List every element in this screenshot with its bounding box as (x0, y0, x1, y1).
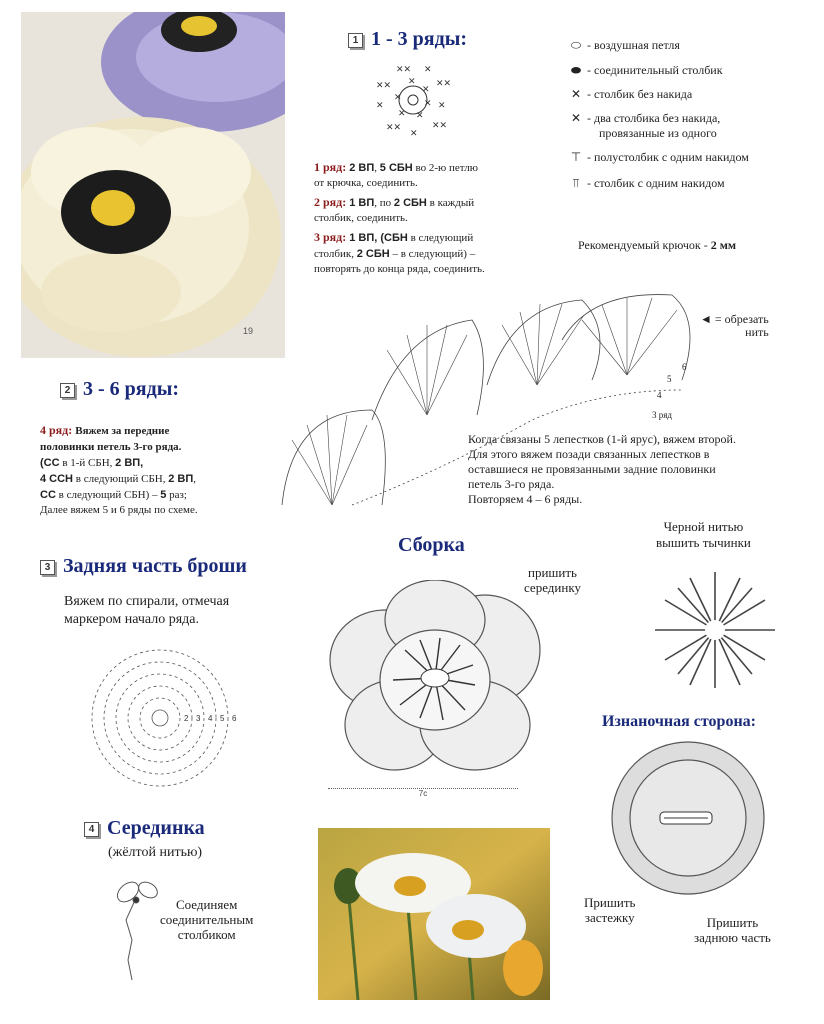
oval-icon: ⬭ (570, 38, 582, 52)
legend-dc-text: - столбик с одним накидом (587, 176, 725, 190)
size-label: 7c (418, 789, 428, 798)
section1-heading (348, 28, 467, 51)
crochet-pansy-photo (21, 12, 285, 358)
chart-row3-label: 3 ряд (652, 410, 672, 420)
row4-l1c: 2 ВП, (115, 457, 144, 469)
join-line3: столбиком (177, 927, 236, 942)
cut-yarn-note (700, 313, 769, 339)
svg-text:✕: ✕ (438, 101, 446, 111)
legend-sc (565, 87, 692, 102)
spiral-back-chart (88, 643, 248, 793)
back-side-drawing (608, 738, 773, 898)
row4-text: Вяжем за передние (75, 425, 170, 437)
petals-note (468, 432, 818, 507)
row4-l1b: в 1-й СБН, (59, 457, 116, 469)
double-cross-icon: ✕ (570, 111, 582, 125)
section3-number: 3 (40, 560, 55, 575)
row4-l2c: 2 ВП (168, 473, 194, 485)
row2-text2: столбик, соединить. (314, 212, 408, 224)
section4-heading (84, 817, 205, 840)
row4-l3c: 5 (160, 489, 167, 501)
legend-slip-text: - соединительный столбик (587, 63, 723, 77)
svg-text:✕: ✕ (410, 129, 418, 139)
row3-sc: , (СБН (374, 232, 408, 244)
stamens-line1: Черной нитью (663, 519, 744, 534)
row4-l2a: 4 ССН (40, 473, 74, 485)
legend-hdc (565, 150, 749, 165)
petals-note-line1: Когда связаны 5 лепестков (1-й ярус), вяжем второй. (468, 432, 736, 446)
sew-center-line1: пришить (527, 565, 577, 580)
legend-sc-text: - столбик без накида (587, 87, 693, 101)
stamens-note (656, 519, 751, 551)
svg-text:✕: ✕ (422, 85, 430, 95)
sew-center-line2: серединку (524, 580, 581, 595)
sew-back-line2: заднюю часть (694, 930, 771, 945)
section3-desc (64, 593, 229, 629)
t-icon: ⊤ (570, 150, 582, 164)
svg-text:✕: ✕ (424, 65, 432, 75)
round-chart-rows-1-3 (368, 58, 458, 148)
row1-sc: 5 СБН (379, 162, 413, 174)
row4-l3d: раз; (166, 489, 187, 501)
row3-sc2: 2 СБН (356, 248, 390, 260)
legend-chain (565, 38, 680, 53)
row1-text: во 2-ю петлю (412, 162, 478, 174)
section4-title: Серединка (107, 817, 205, 839)
hook-recommendation (578, 238, 736, 253)
cut-note-line1: = обрезать (714, 312, 769, 326)
row4-l3b: в следующий СБН) – (55, 489, 161, 501)
section2-number: 2 (60, 383, 75, 398)
join-note (160, 897, 253, 942)
row1-ch: 2 ВП (349, 162, 375, 174)
row3-text2: столбик, (314, 248, 357, 260)
sew-back-note (694, 915, 771, 945)
svg-text:✕: ✕ (376, 101, 384, 111)
svg-text:✕✕: ✕✕ (376, 81, 392, 91)
pansy-photo-drawing (21, 12, 285, 358)
t-bar-icon: ⫪ (572, 176, 580, 190)
row3-label: 3 ряд: (314, 230, 347, 244)
row4-l1a: (СС (40, 457, 60, 469)
spiral-num-4: 4 (208, 714, 213, 723)
row1-sep: , (374, 162, 380, 174)
poppy-photo-drawing (318, 828, 550, 1000)
hook-text: Рекомендуемый крючок - (578, 238, 708, 252)
spiral-num-5: 5 (220, 714, 225, 723)
assembled-flower-drawing (325, 580, 545, 780)
row4-l3a: СС (40, 489, 56, 501)
row4-l2d: , (193, 473, 197, 485)
petals-note-line3: оставшиеся не провязанными задние половинки (468, 462, 716, 476)
row2-label: 2 ряд: (314, 195, 347, 209)
legend-dc (565, 176, 725, 191)
row3-ch: 1 ВП (349, 232, 375, 244)
row1-text2: от крючка, соединить. (314, 177, 418, 189)
row2-sc: 2 СБН (393, 197, 427, 209)
legend-slip (565, 63, 723, 78)
legend-sc2-text2: провязанные из одного (599, 126, 717, 140)
row1-label: 1 ряд: (314, 160, 347, 174)
row4-l4: Далее вяжем 5 и 6 ряды по схеме. (40, 504, 198, 516)
sew-clasp-line2: застежку (584, 910, 635, 925)
svg-text:✕: ✕ (408, 77, 416, 87)
row2-sep: , по (374, 197, 394, 209)
chart-row4-label: 4 (657, 390, 662, 400)
center-chain-drawing (106, 870, 166, 990)
svg-text:✕: ✕ (416, 111, 424, 121)
sew-clasp-note (584, 895, 635, 925)
row3-text: в следующий (407, 232, 474, 244)
section2-instructions (40, 423, 270, 518)
legend-sc2-text: - два столбика без накида, (587, 111, 721, 125)
petals-note-line5: Повторяем 4 – 6 ряды. (468, 492, 583, 506)
legend-chain-text: - воздушная петля (587, 38, 680, 52)
svg-text:✕✕: ✕✕ (432, 121, 448, 131)
petals-note-line4: петель 3-го ряда. (468, 477, 555, 491)
svg-text:✕: ✕ (398, 109, 406, 119)
svg-text:✕: ✕ (424, 99, 432, 109)
row4-l2b: в следующий СБН, (73, 473, 169, 485)
row3-text3: – в следующий) – (389, 248, 476, 260)
spiral-num-3: 3 (196, 714, 201, 723)
cross-icon: ✕ (570, 87, 582, 101)
section2-title: 3 - 6 ряды: (83, 378, 179, 400)
spiral-num-6: 6 (232, 714, 237, 723)
row3-text4: повторять до конца ряда, соединить. (314, 263, 485, 275)
section3-heading (40, 555, 247, 578)
section4-number: 4 (84, 822, 99, 837)
row2-text: в каждый (426, 197, 475, 209)
section4-subtitle: (жёлтой нитью) (108, 845, 203, 860)
poppy-photo (318, 828, 550, 1000)
section2-heading (60, 378, 179, 401)
section3-desc2: маркером начало ряда. (64, 612, 200, 627)
photo-page-number: 19 (243, 326, 254, 336)
sew-clasp-line1: Пришить (584, 895, 636, 910)
hook-size: 2 мм (710, 238, 737, 252)
stamens-line2: вышить тычинки (656, 535, 751, 550)
back-side-title: Изнаночная сторона: (602, 713, 756, 730)
arrow-icon: ◄ (700, 312, 715, 326)
cut-note-line2: нить (745, 325, 769, 339)
section1-instructions (314, 160, 554, 277)
svg-text:✕✕: ✕✕ (386, 123, 402, 133)
row2-ch: 1 ВП (349, 197, 375, 209)
chart-row5-label: 5 (667, 374, 672, 384)
spiral-num-2: 2 (184, 714, 189, 723)
section1-number: 1 (348, 33, 363, 48)
row4-text2: половинки петель 3-го ряда. (40, 441, 182, 453)
section1-title: 1 - 3 ряды: (371, 28, 467, 50)
legend-sc2 (565, 111, 720, 141)
petals-note-line2: Для этого вяжем позади связанных лепестков в (468, 447, 710, 461)
chart-row6-label: 6 (682, 362, 687, 372)
sew-back-line1: Пришить (706, 915, 759, 930)
join-line1: Соединяем (175, 897, 238, 912)
assembly-title: Сборка (398, 534, 465, 556)
svg-text:✕: ✕ (394, 93, 402, 103)
join-line2: соединительным (160, 912, 254, 927)
legend-hdc-text: - полустолбик с одним накидом (587, 150, 749, 164)
row4-label: 4 ряд: (40, 423, 73, 437)
section3-desc1: Вяжем по спирали, отмечая (64, 594, 230, 609)
section3-title: Задняя часть броши (63, 555, 247, 577)
svg-text:✕✕: ✕✕ (396, 65, 412, 75)
stamens-drawing (650, 570, 780, 690)
svg-text:✕✕: ✕✕ (436, 79, 452, 89)
filled-oval-icon: ⬬ (570, 63, 582, 77)
size-dimension (328, 788, 518, 798)
